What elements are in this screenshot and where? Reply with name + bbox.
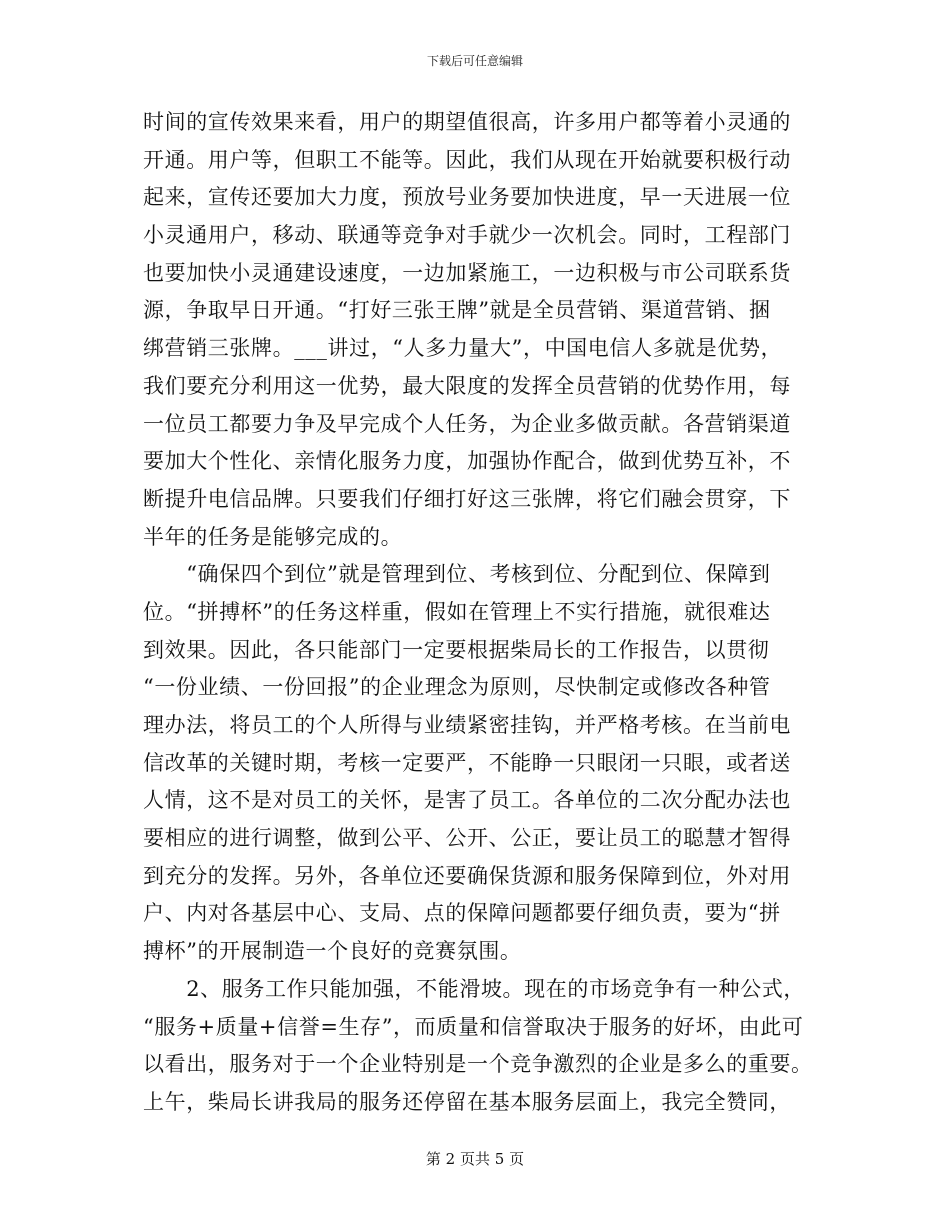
body-line: 要加大个性化、亲情化服务力度，加强协作配合，做到优势互补，不 bbox=[143, 449, 791, 474]
body-line: 也要加快小灵通建设速度，一边加紧施工，一边积极与市公司联系货 bbox=[143, 260, 791, 285]
page-header-note: 下载后可任意编辑 bbox=[426, 54, 523, 68]
body-line: 到充分的发挥。另外，各单位还要确保货源和服务保障到位，外对用 bbox=[143, 863, 791, 888]
body-line: “确保四个到位”就是管理到位、考核到位、分配到位、保障到 bbox=[143, 562, 771, 587]
body-line: “服务+质量+信誉=生存”，而质量和信誉取决于服务的好坏，由此可 bbox=[143, 1014, 804, 1039]
body-line: 开通。用户等，但职工不能等。因此，我们从现在开始就要积极行动 bbox=[143, 147, 791, 172]
body-line: 小灵通用户，移动、联通等竞争对手就少一次机会。同时，工程部门 bbox=[143, 223, 791, 248]
body-line: 一位员工都要力争及早完成个人任务，为企业多做贡献。各营销渠道 bbox=[143, 411, 791, 436]
body-line: 上午，柴局长讲我局的服务还停留在基本服务层面上，我完全赞同， bbox=[143, 1089, 791, 1114]
body-line: 人情，这不是对员工的关怀，是害了员工。各单位的二次分配办法也 bbox=[143, 788, 791, 813]
body-line: 我们要充分利用这一优势，最大限度的发挥全员营销的优势作用，每 bbox=[143, 373, 791, 398]
body-line: 以看出，服务对于一个企业特别是一个竞争激烈的企业是多么的重要。 bbox=[143, 1052, 813, 1077]
body-line: 理办法，将员工的个人所得与业绩紧密挂钩，并严格考核。在当前电 bbox=[143, 713, 791, 737]
body-line: 起来，宣传还要加大力度，预放号业务要加快进度，早一天进展一位 bbox=[143, 185, 791, 210]
body-line: 半年的任务是能够完成的。 bbox=[143, 524, 403, 549]
body-line: 信改革的关键时期，考核一定要严，不能睁一只眼闭一只眼，或者送 bbox=[143, 750, 791, 775]
page-number: 第 2 页共 5 页 bbox=[425, 1150, 525, 1168]
body-line: 时间的宣传效果来看，用户的期望值很高，许多用户都等着小灵通的 bbox=[143, 110, 791, 134]
body-line: 2、服务工作只能加强，不能滑坡。现在的市场竞争有一种公式， bbox=[143, 976, 805, 1001]
body-line: 源，争取早日开通。“打好三张王牌”就是全员营销、渠道营销、捆 bbox=[143, 298, 771, 323]
body-line: 绑营销三张牌。___讲过，“人多力量大”，中国电信人多就是优势， bbox=[143, 336, 783, 361]
body-line: 断提升电信品牌。只要我们仔细打好这三张牌，将它们融会贯穿，下 bbox=[143, 486, 791, 511]
body-line: “一份业绩、一份回报”的企业理念为原则，尽快制定或修改各种管 bbox=[143, 675, 771, 700]
document-body bbox=[143, 104, 813, 1122]
body-line: 搏杯”的开展制造一个良好的竞赛氛围。 bbox=[143, 939, 522, 964]
body-line: 户、内对各基层中心、支局、点的保障问题都要仔细负责，要为“拼 bbox=[143, 901, 781, 926]
body-line: 要相应的进行调整，做到公平、公开、公正，要让员工的聪慧才智得 bbox=[143, 826, 791, 851]
body-line: 到效果。因此，各只能部门一定要根据柴局长的工作报告，以贯彻 bbox=[143, 637, 770, 662]
body-line: 位。“拼搏杯”的任务这样重，假如在管理上不实行措施，就很难达 bbox=[143, 599, 771, 624]
